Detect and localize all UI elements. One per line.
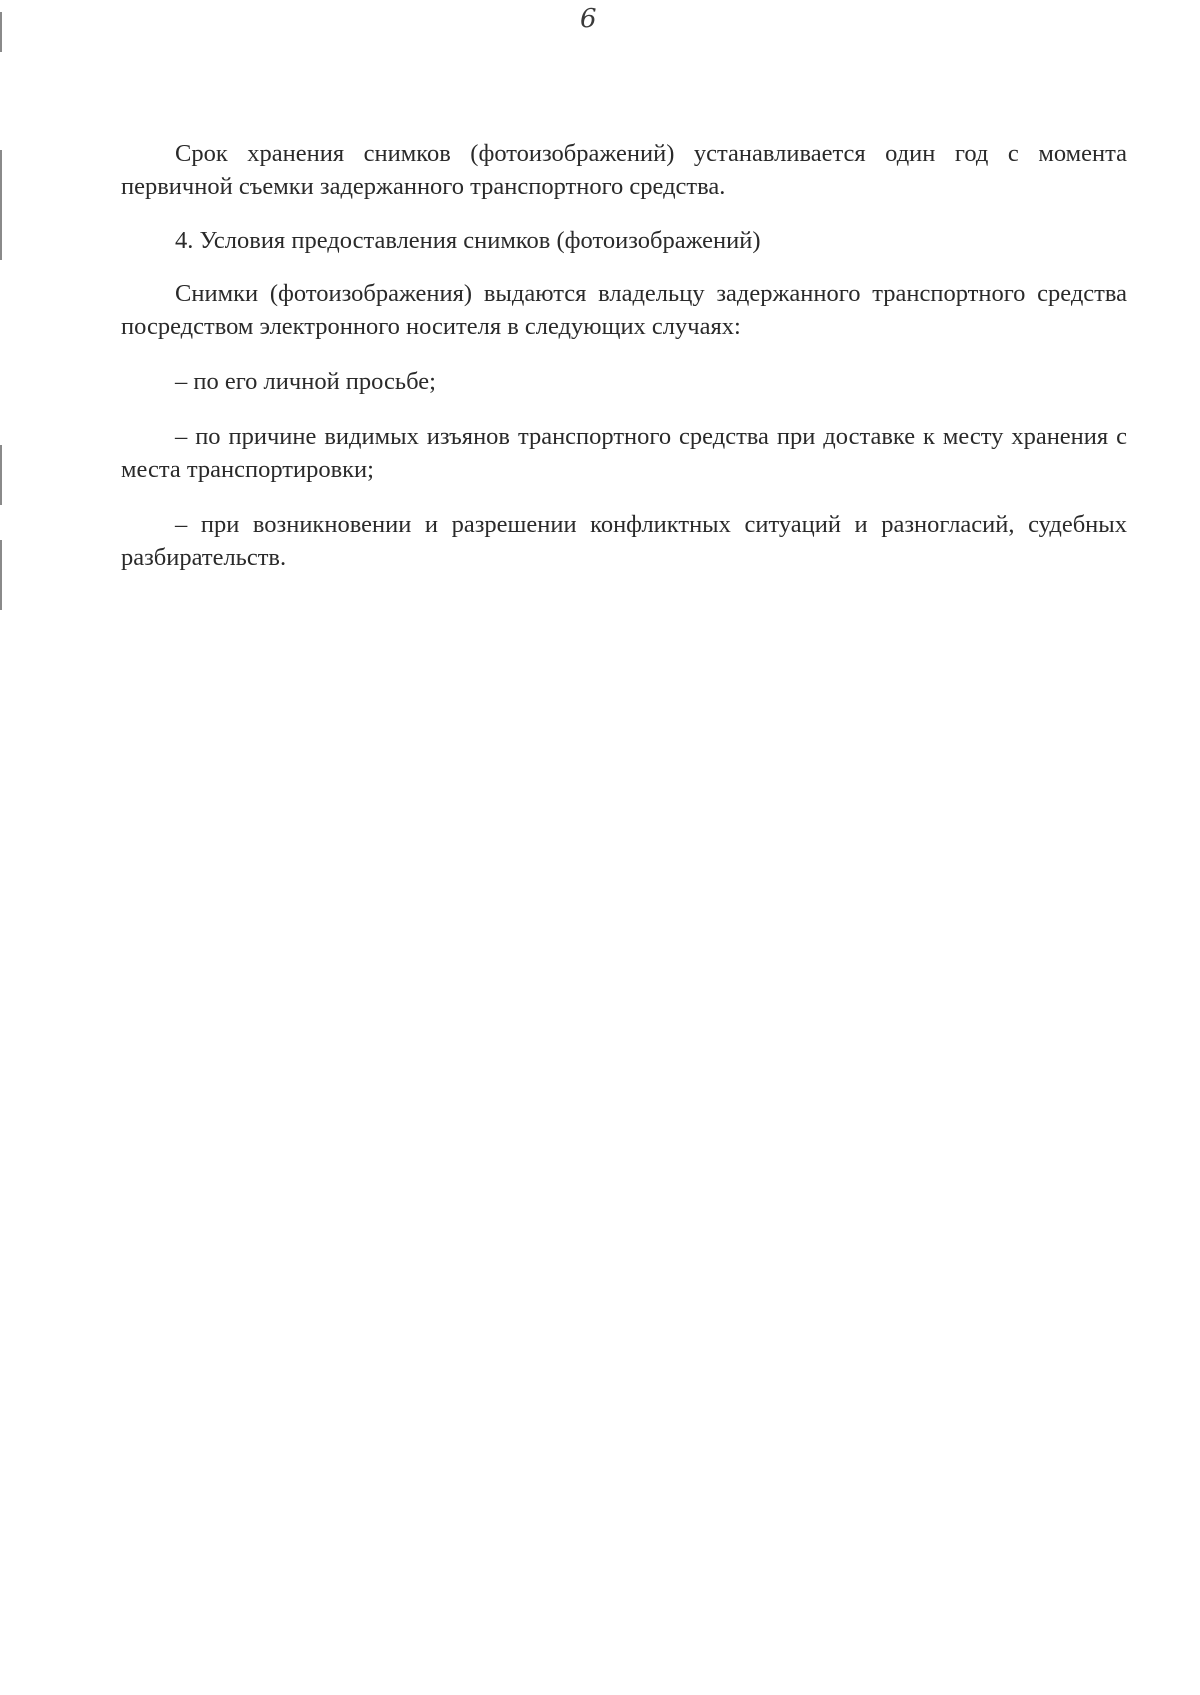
scan-edge-mark xyxy=(0,445,2,505)
section-heading: 4. Условия предоставления снимков (фотоизображений) xyxy=(175,227,761,254)
scan-edge-mark xyxy=(0,150,2,260)
scan-edge-mark xyxy=(0,540,2,610)
list-item: – по его личной просьбе; xyxy=(175,368,436,395)
document-body xyxy=(121,137,1127,574)
scan-edge-mark xyxy=(0,12,2,52)
list-item: – при возникновении и разрешении конфликтных ситуаций и разногласий, судебных разбирательств. xyxy=(121,511,1127,571)
page-number: 6 xyxy=(580,4,597,34)
list-item: – по причине видимых изъянов транспортного средства при доставке к месту хранения с места транспортировки; xyxy=(121,423,1127,483)
storage-term-paragraph: Срок хранения снимков (фотоизображений) устанавливается один год с момента первичной съемки задержанного транспортного средства. xyxy=(121,140,1127,200)
provision-paragraph: Снимки (фотоизображения) выдаются владельцу задержанного транспортного средства посредством электронного носителя в следующих случаях: xyxy=(121,280,1127,340)
